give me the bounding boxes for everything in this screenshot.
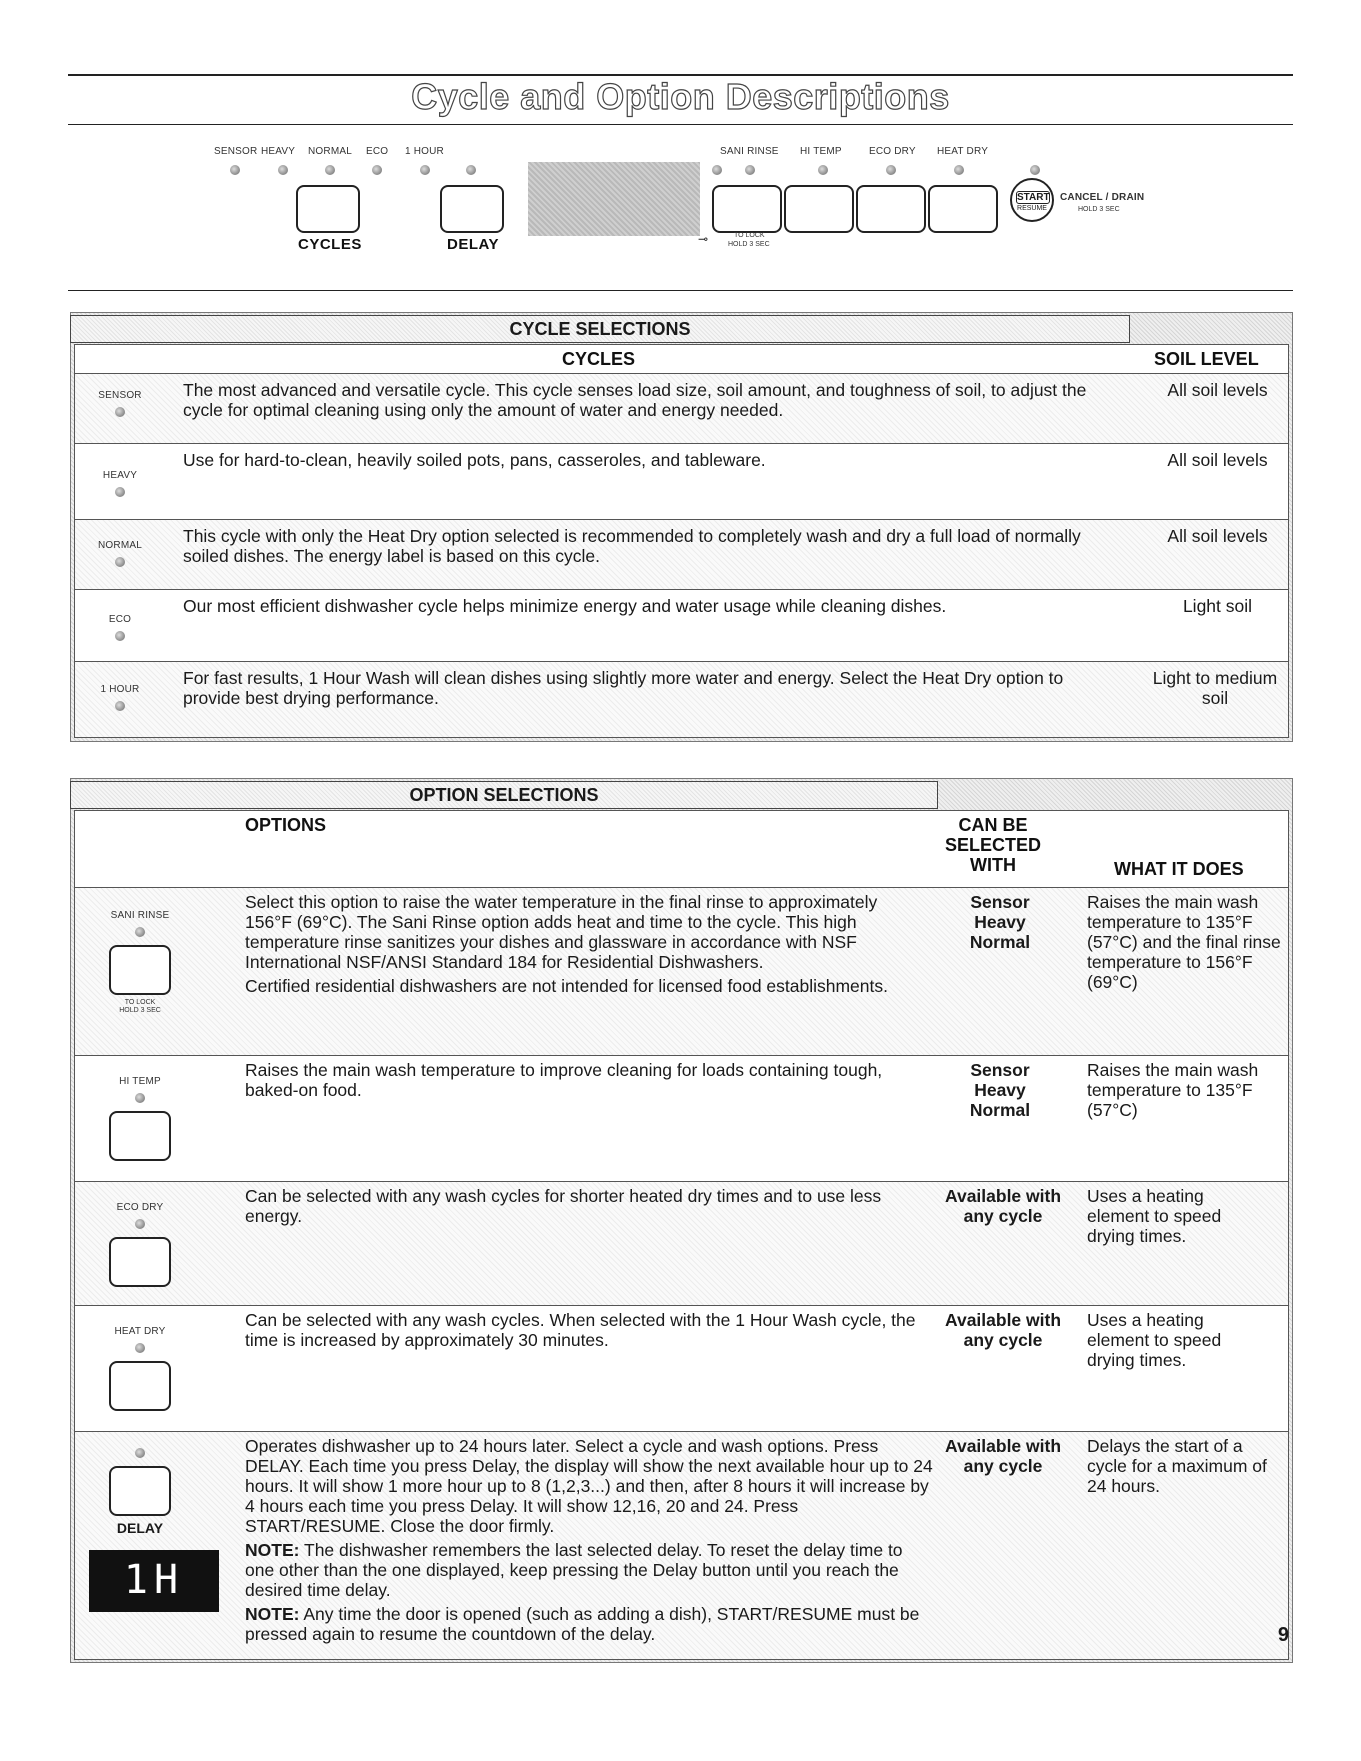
col-header-can-be-selected-with: CAN BE SELECTED WITH (944, 815, 1041, 875)
cycles-button[interactable] (296, 185, 360, 233)
soil-level: Light to medium soil (1152, 668, 1278, 708)
option-row-delay (75, 1431, 1288, 1659)
led-heavy (278, 165, 288, 175)
sani-rinse-button[interactable] (712, 185, 782, 233)
option-table (74, 810, 1289, 1660)
led-eco (372, 165, 382, 175)
hi-temp-icon-label: HI TEMP (119, 1076, 161, 1087)
what-it-does: Raises the main wash temperature to 135°F (57°C) (1087, 1060, 1259, 1120)
delay-caption: DELAY (447, 236, 499, 253)
heavy-indicator (85, 470, 155, 497)
heat-dry-icon-label: HEAT DRY (114, 1326, 166, 1337)
delay-display-icon: 1H (89, 1550, 219, 1612)
normal-indicator (85, 540, 155, 567)
note-2 (245, 1604, 935, 1644)
option-description: Raises the main wash temperature to improve cleaning for loads containing tough, baked-on food. (245, 1060, 883, 1100)
sani-rinse-button-icon (109, 945, 171, 995)
led-icon (135, 1093, 145, 1103)
led-icon (115, 557, 125, 567)
led-label-sensor: SENSOR (214, 146, 258, 157)
option-description: Can be selected with any wash cycles. When selected with the 1 Hour Wash cycle, the time is increased by approximately 30 minutes. (245, 1310, 916, 1350)
cycle-description: Our most efficient dishwasher cycle helps minimize energy and water usage while cleaning dishes. (183, 596, 947, 616)
led-sani-rinse (712, 165, 722, 175)
cycle-row-normal (75, 519, 1288, 589)
resume-label: RESUME (1017, 205, 1047, 212)
led-icon (115, 631, 125, 641)
delay-button[interactable] (440, 185, 504, 233)
1hour-icon-label: 1 HOUR (100, 684, 140, 695)
note-2-label: NOTE: (245, 1604, 300, 1624)
page-title: Cycle and Option Descriptions (411, 76, 950, 117)
delay-button-icon (109, 1466, 171, 1516)
eco-dry-indicator (95, 1202, 185, 1287)
led-heat-dry (954, 165, 964, 175)
panel-bottom-rule (68, 290, 1293, 291)
cycle-row-heavy (75, 443, 1288, 519)
led-icon (115, 701, 125, 711)
led-sani-rinse-2 (745, 165, 755, 175)
led-sensor (230, 165, 240, 175)
selected-with: Available with any cycle (944, 1310, 1062, 1350)
sensor-indicator (85, 390, 155, 417)
option-row-heat-dry (75, 1305, 1288, 1431)
option-row-hi-temp (75, 1055, 1288, 1181)
selected-with: Sensor Heavy Normal (969, 1060, 1031, 1120)
cycle-selections-banner: CYCLE SELECTIONS (70, 315, 1130, 343)
led-icon (115, 487, 125, 497)
eco-dry-button[interactable] (856, 185, 926, 233)
soil-level: All soil levels (1167, 380, 1268, 400)
lock-hold-label: HOLD 3 SEC (119, 1007, 161, 1014)
what-it-does: Delays the start of a cycle for a maximum of 24 hours. (1087, 1436, 1267, 1496)
led-label-1hour: 1 HOUR (405, 146, 444, 157)
1hour-indicator (85, 684, 155, 711)
col-header-soil-level: SOIL LEVEL (1154, 349, 1259, 369)
eco-indicator (85, 614, 155, 641)
option-description-main: Select this option to raise the water temperature in the final rinse to approximately 156°F (69°C). The Sani Rinse option adds heat and time to the cycle. This high temperature rinse sanitizes your dishes and glassware in accordance with NSF International NSF/ANSI Standard 184 for Residential Dishwashers. (245, 892, 878, 972)
option-row-sani-rinse (75, 887, 1288, 1055)
led-label-sani-rinse: SANI RINSE (720, 146, 779, 157)
start-label: START (1017, 192, 1050, 203)
led-icon (115, 407, 125, 417)
option-selections-banner: OPTION SELECTIONS (70, 781, 938, 809)
selected-with: Sensor Heavy Normal (969, 892, 1031, 952)
cycle-row-sensor (75, 373, 1288, 443)
col-header-cycles: CYCLES (562, 349, 636, 369)
led-label-normal: NORMAL (308, 146, 352, 157)
hi-temp-indicator (95, 1076, 185, 1161)
led-label-eco: ECO (366, 146, 389, 157)
cycle-description: The most advanced and versatile cycle. This cycle senses load size, soil amount, and toughness of soil, to adjust the cycle for optimal cleaning using only the amount of water and energy needed. (183, 380, 1087, 420)
eco-dry-icon-label: ECO DRY (116, 1202, 164, 1213)
led-icon (135, 1448, 145, 1458)
cycle-row-1hour (75, 661, 1288, 737)
led-label-hi-temp: HI TEMP (800, 146, 842, 157)
soil-level: All soil levels (1167, 450, 1268, 470)
led-1hour (420, 165, 430, 175)
sani-rinse-icon-label: SANI RINSE (110, 910, 170, 921)
cycle-row-eco (75, 589, 1288, 661)
cycles-caption: CYCLES (298, 236, 362, 253)
selected-with: Available with any cycle (944, 1186, 1062, 1226)
normal-icon-label: NORMAL (98, 540, 142, 551)
option-description: Can be selected with any wash cycles for shorter heated dry times and to use less energy. (245, 1186, 882, 1226)
to-lock-label: TO LOCK (124, 999, 156, 1006)
delay-icon-label: DELAY (116, 1520, 164, 1536)
hi-temp-button-icon (109, 1111, 171, 1161)
hi-temp-button[interactable] (784, 185, 854, 233)
heat-dry-indicator (95, 1326, 185, 1411)
to-lock-label: TO LOCK (734, 232, 765, 239)
cycle-description: For fast results, 1 Hour Wash will clean dishes using slightly more water and energy. Select the Heat Dry option to provide best drying performance. (183, 668, 1064, 708)
selected-with: Available with any cycle (944, 1436, 1062, 1476)
option-description-note: Certified residential dishwashers are not intended for licensed food establishments. (245, 976, 888, 996)
option-row-eco-dry (75, 1181, 1288, 1305)
note-1-text: The dishwasher remembers the last selected delay. To reset the delay time to one other than the one displayed, keep pressing the Delay button until you reach the desired time delay. (245, 1540, 903, 1600)
page-number: 9 (1277, 1624, 1289, 1646)
option-description (245, 892, 905, 996)
led-start (1030, 165, 1040, 175)
note-2-text: Any time the door is opened (such as adding a dish), START/RESUME must be pressed again to resume the countdown of the delay. (245, 1604, 920, 1644)
cycle-description: This cycle with only the Heat Dry option selected is recommended to completely wash and dry a full load of normally soiled dishes. The energy label is based on this cycle. (183, 526, 1081, 566)
delay-indicator (95, 1442, 185, 1536)
led-normal (325, 165, 335, 175)
title-underline (68, 124, 1293, 125)
led-icon (135, 1343, 145, 1353)
option-description (245, 1436, 935, 1644)
lock-hold-label: HOLD 3 SEC (728, 241, 770, 248)
option-description-main: Operates dishwasher up to 24 hours later. Select a cycle and wash options. Press DELAY. Each time you press Delay, the display will show the next available hour up to 24 hours. It will show 1 more hour up to 8 (1,2,3...) and then, after 8 hours it will increase by 4 hours each time you press Delay. It will show 12,16, 20 and 24. Press START/RESUME. Close the door firmly. (245, 1436, 933, 1536)
led-delay (466, 165, 476, 175)
what-it-does: Uses a heating element to speed drying times. (1087, 1310, 1222, 1370)
led-eco-dry (886, 165, 896, 175)
eco-dry-button-icon (109, 1237, 171, 1287)
heat-dry-button[interactable] (928, 185, 998, 233)
what-it-does: Raises the main wash temperature to 135°F (57°C) and the final rinse temperature to 156°F (69°C) (1087, 892, 1281, 992)
led-label-heavy: HEAVY (261, 146, 296, 157)
cycle-description: Use for hard-to-clean, heavily soiled pots, pans, casseroles, and tableware. (183, 450, 766, 470)
heat-dry-button-icon (109, 1361, 171, 1411)
led-icon (135, 927, 145, 937)
cancel-drain-label: CANCEL / DRAIN (1060, 192, 1145, 203)
led-label-heat-dry: HEAT DRY (937, 146, 989, 157)
cancel-hold-label: HOLD 3 SEC (1078, 206, 1120, 213)
led-hi-temp (818, 165, 828, 175)
led-label-eco-dry: ECO DRY (869, 146, 916, 157)
heavy-icon-label: HEAVY (102, 470, 138, 481)
col-header-what-it-does: WHAT IT DOES (1114, 859, 1244, 879)
cycle-table (74, 344, 1289, 738)
what-it-does: Uses a heating element to speed drying times. (1087, 1186, 1222, 1246)
start-resume-button[interactable] (1010, 178, 1054, 222)
note-1-label: NOTE: (245, 1540, 300, 1560)
sensor-icon-label: SENSOR (98, 390, 142, 401)
eco-icon-label: ECO (108, 614, 132, 625)
display-window (528, 162, 700, 236)
col-header-options: OPTIONS (245, 815, 327, 835)
lock-icon: ⊸ (698, 232, 709, 246)
note-1 (245, 1540, 935, 1600)
sani-rinse-indicator (95, 910, 185, 1015)
soil-level: All soil levels (1167, 526, 1268, 546)
soil-level: Light soil (1182, 596, 1253, 616)
led-icon (135, 1219, 145, 1229)
